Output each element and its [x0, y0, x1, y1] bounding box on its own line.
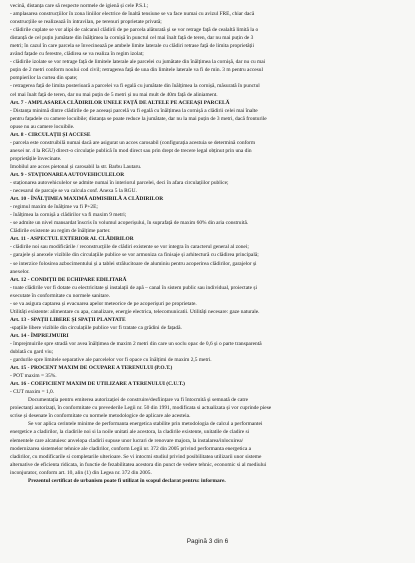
text-line: - clădirile izolate se vor retrage față de limitele laterale ale parcelei cu jumătate din înălțimea la cornișă, dar nu cu mai [10, 59, 266, 66]
text-line: Documentația pentru emiterea autorizației de construire/desființare va fi întocmită și semnată de catre [28, 397, 249, 404]
text-line: - garajele și anexele vizibile din circulațiile publice se vor armoniza ca finisaje și arhitectură cu clădirea principală; [10, 252, 259, 259]
article-heading: Art. 9 - STAȚIONAREA AUTOVEHICULELOR [10, 171, 125, 178]
text-line: - CUT maxim = 1,0. [10, 389, 55, 396]
text-line: Clădirile existente au regim de înălțime parter. [10, 228, 111, 235]
article-heading: Art. 13 - SPAȚII LIBERE ȘI SPAȚII PLANTATE [10, 316, 126, 323]
text-line: alternative de eficienta ridicata, in functie de fezabilitatea acestora din punct de vedere tehnic, economic si al mediului [10, 461, 267, 468]
article-heading: Art. 7 - AMPLASAREA CLĂDIRILOR UNELE FAȚĂ DE ALTELE PE ACEEAȘI PARCELĂ [10, 99, 230, 106]
text-line: - necesarul de parcaje se va calcula conf. Anexa 5 la RGU. [10, 188, 137, 195]
text-line: - clădirile cuplate se vor alipi de calcanul clădirii de pe parcela alăturată și se vor retrage față de cealaltă limită la o [10, 27, 259, 34]
article-heading: Art. 12 - CONDIȚII DE ECHIPARE EDILITARĂ [10, 276, 127, 283]
text-line: - retragerea față de limita posterioară a parcelei va fi egală cu jumătate din înălțimea la cornișă, măsurată în punctul [10, 83, 260, 90]
text-line: anexei nr. 4 la RGU) direct-o circulație publică în mod direct sau prin drept de trecere legal obținut prin una din [10, 147, 252, 154]
text-line: modernizarea sistemelor tehnice ale cladirilor, conform Legii nr. 372 din 2005 privind performanta energetica a [10, 445, 252, 452]
text-line: vecină, distanța care să respecte normele de igienă și cele P.S.I.; [10, 3, 149, 9]
text-line: - POT maxim = 35%. [10, 373, 57, 380]
text-line: - staționarea autovehiculelor se admite numai în interiorul parcelei, deci în afara circulațiilor publice; [10, 180, 229, 187]
text-line: inconjurator, conform art. 10, alin (1) din Legea nr. 372 din 2005. [10, 469, 152, 476]
article-heading: Art. 14 - ÎMPREJMUIRI [10, 332, 69, 339]
text-line: - se interzice folosirea azbocimentului și a tablei strălucitoare de aluminiu pentru acoperirea clădirilor, garajelor și [10, 260, 257, 267]
text-line: dublată cu gard viu; [10, 349, 54, 356]
text-line: având fațade cu ferestre, clădirea se va realiza în regim izolat; [10, 51, 144, 58]
text-line: cel mai înalt față de teren, dar nu mai puțin de 5 metri și nu mai mult de 40m față de aliniament. [10, 91, 218, 98]
article-heading: Art. 15 - PROCENT MAXIM DE OCUPARE A TERENULUI (P.O.T.) [10, 365, 173, 372]
text-line: - clădirile noi sau modificările / reconstrucțiile de clădiri existente se vor integra în caracterul general al zonei; [10, 244, 249, 251]
text-line: anexelor. [10, 268, 30, 275]
text-line: Imobilul are acces pietonal și carosabil la str. Barbu Lautaru. [10, 163, 142, 170]
text-line: - împrejmuirile spre stradă vor avea înălțimea de maxim 2 metri din care un soclu opac de 0,6 și o parte transparentă [10, 340, 262, 347]
text-line: - Distanța minimă dintre clădirile de pe aceeași parcelă va fi egală cu înălțimea la cornișă a clădirii celei mai înalte [10, 107, 258, 114]
text-line: pompierilor la curtea din spate; [10, 75, 78, 82]
text-line: - amplasarea construcțiilor în zona liniilor electrice de înaltă tensiune se va face numai cu avizul FRE, chiar dacă [10, 11, 255, 18]
text-line: distanță de cel puțin jumătate din înălțimea la cornișă în punctul cel mai înalt față de teren, dar nu mai puțin de 3 [10, 35, 254, 42]
text-line: construcțiile se realizează în intravilan, pe terenuri proprietate privată; [10, 19, 162, 26]
text-line: executate în conformitate cu normele sanitare. [10, 292, 110, 299]
page-number: Pagină 3 din 6 [186, 538, 229, 545]
text-line: puțin de 2 metri conform noului cod civil; retragerea față de una din limitele laterale va fi de min. 3 m pentru accesul [10, 67, 263, 74]
text-line: energetice a cladirilor, la cladirile noi si la noile unitati ale acestora, la cladirile existente, unitatile de cladire si [10, 429, 250, 436]
document-body [10, 2, 408, 485]
closing-statement: Prezentul certificat de urbanism poate fi utilizat în scopul declarat pentru: informare. [28, 477, 226, 484]
text-line: - toate clădirile vor fi dotate cu electricitate și instalații de apă – canal în sistem public sau individual, proiectate și [10, 284, 257, 291]
text-line: - parcela este construibilă numai dacă are asigurat un acces carosabil (configurația acestuia se determină conform [10, 139, 256, 146]
text-line: elementele care alcatuiesc anvelopa cladirii supuse unor lucrari de renovare majora, la instalarea/inlocuirea/ [10, 437, 244, 444]
text-line: - gardurile spre limitele separative ale parcelelor vor fi opace cu înălțimi de maxim 2,5 metri. [10, 357, 212, 364]
text-line: scrise și desenate în conformitate cu normele metodologice de aplicare ale acesteia. [10, 413, 191, 420]
article-heading: Art. 11 - ASPECTUL EXTERIOR AL CLĂDIRILOR [10, 236, 134, 243]
text-line: pentru fațadele cu camere locuibile; distanța se poate reduce la jumătate, dar nu la mai puțin de 3 metri, dacă fronturile [10, 115, 267, 122]
article-heading: Art. 10 - ÎNĂLȚIMEA MAXIMĂ ADMISIBILĂ A CLĂDIRILOR [10, 196, 164, 203]
text-line: opuse nu au camere locuibile. [10, 123, 75, 130]
text-line: cladirilor, cu modificarile si completarile ulterioare. Se vi intocmi studiul privind posibilitatea utilizarii unor sisteme [10, 453, 262, 460]
text-line: metri; în cazul în care parcela se învecinează pe ambele limite laterale cu clădiri retrase față de limita proprietății [10, 43, 255, 50]
text-line: proiectanți autorizați, în conformitate cu prevederile Legii nr. 50 din 1991, modificata si actualizata și vor cuprinde piese [10, 405, 272, 412]
text-line: - înălțimea la cornișă a clădirilor va fi maxim 9 metri; [10, 212, 127, 219]
text-line: Utilități existente: alimentare cu apa, canalizare, energie electrica, telecomunicatii. Utilități necesare: gaze naturale. [10, 308, 260, 315]
text-line: - se va asigura captarea și evacuarea apelor meteorice de pe acoperișuri pe proprietate. [10, 300, 197, 307]
text-line: proprietățile învecinate. [10, 155, 62, 162]
text-line: - se admite un nivel mansardat înscris în volumul acoperișului, în suprafață de maxim 60% din aria construită. [10, 220, 249, 227]
article-heading: Art. 8 - CIRCULAȚII ȘI ACCESE [10, 131, 91, 138]
text-line: - regimul maxim de înălțime va fi P+2E; [10, 204, 98, 211]
article-heading: Art. 16 - COEFICIENT MAXIM DE UTILIZARE A TERENULUI (C.U.T.) [10, 381, 185, 388]
text-line: -spațiile libere vizibile din circulațiile publice vor fi tratate ca grădini de fațadă. [10, 324, 182, 331]
text-line: Se vor aplica cerintele minime de performanta energetica stabilite prin metodologia de calcul a performantei [28, 421, 263, 428]
